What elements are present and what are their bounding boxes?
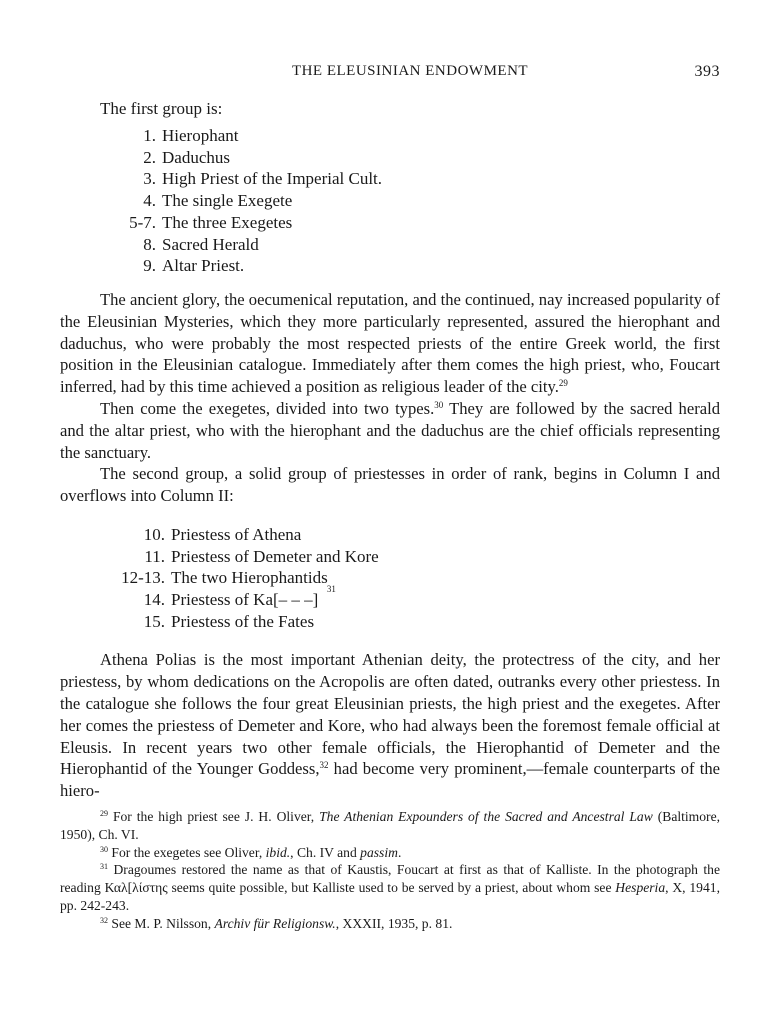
list-item bbox=[60, 546, 720, 568]
footnote-31 bbox=[60, 861, 720, 914]
footnote-ref[interactable]: 31 bbox=[326, 584, 336, 594]
footnote-title: Archiv für Religionsw. bbox=[214, 915, 336, 931]
group-intro: The first group is: bbox=[100, 99, 223, 118]
footnote-number: 31 bbox=[100, 862, 108, 872]
list-item bbox=[60, 567, 720, 589]
item-number: 8. bbox=[143, 234, 156, 254]
paragraph-text: had become very prominent,—female counterparts of the hiero- bbox=[60, 759, 720, 801]
footnote-text: For the exegetes see Oliver, bbox=[111, 844, 266, 860]
page-number: 393 bbox=[694, 63, 720, 80]
item-number: 4. bbox=[143, 191, 156, 211]
paragraph-eleusinian-glory bbox=[60, 289, 720, 398]
list-item bbox=[60, 255, 720, 277]
footnote-number: 29 bbox=[100, 808, 108, 818]
footnote-text: . bbox=[397, 844, 402, 860]
paragraph-second-group bbox=[60, 463, 720, 507]
footnote-30 bbox=[60, 844, 720, 862]
list-item bbox=[60, 584, 720, 611]
paragraph-text: Athena Polias is the most important Athenian deity, the protectress of the city, and her priestess, by whom dedications on the Acropolis are often dated, outranks every other priestess. In the catalogue she follows the four great Eleusinian priests, the high priest and the exegetes. After her comes the priestess of Demeter and Kore, who had always been the foremost female official at Eleusis. In recent years two other female officials, the Hierophantid of Demeter and the Hierophantid of the Younger Goddess, bbox=[60, 650, 720, 779]
list-item bbox=[60, 212, 720, 234]
list-item bbox=[60, 168, 720, 190]
item-number: 3. bbox=[143, 169, 156, 189]
footnote-text: (Baltimore, 1950), Ch. VI. bbox=[60, 808, 721, 842]
paragraph-text: The second group, a solid group of priestesses in order of rank, begins in Column I and overflows into Column II: bbox=[60, 464, 720, 506]
main-text bbox=[60, 98, 720, 933]
paragraph-text: The ancient glory, the oecumenical reputation, and the continued, nay increased popularity of the Eleusinian Mysteries, which they more particularly represented, assured the hierophant and daduchus, who were probably the most respected priests of the entire Greek world, the first position in the Eleusinian catalogue. Immediately after them comes the high priest, who, Foucart inferred, had by this time achieved a position as religious leader of the city. bbox=[60, 289, 720, 397]
item-text: Priestess of Demeter and Kore bbox=[171, 546, 379, 566]
greek-reading: Καλ[λίστης bbox=[104, 880, 168, 896]
item-text: Hierophant bbox=[162, 126, 239, 145]
item-text: Daduchus bbox=[162, 147, 230, 167]
footnote-text: , Ch. IV and bbox=[290, 844, 361, 860]
paragraph-text: Then come the exegetes, divided into two types. bbox=[100, 398, 435, 418]
item-number: 10. bbox=[143, 524, 165, 544]
footnote-text: seems quite possible, but Kalliste used to be served by a priest, about whom see bbox=[167, 880, 616, 896]
footnote-title: The Athenian Expounders of the Sacred and Ancestral Law bbox=[319, 808, 653, 824]
item-text: Sacred Herald bbox=[162, 234, 259, 254]
footnote-text: See M. P. Nilsson, bbox=[111, 915, 215, 931]
paragraph-exegetes bbox=[60, 398, 720, 463]
footnote-32 bbox=[60, 915, 720, 933]
item-number: 2. bbox=[143, 147, 156, 167]
paragraph-athena-polias bbox=[60, 649, 720, 802]
item-number: 11. bbox=[144, 546, 165, 566]
item-number: 9. bbox=[143, 256, 156, 276]
item-text: The two Hierophantids bbox=[171, 568, 328, 588]
footnotes bbox=[60, 808, 720, 933]
running-title: THE ELEUSINIAN ENDOWMENT bbox=[291, 63, 529, 79]
footnote-29 bbox=[60, 808, 720, 844]
item-number: 5-7. bbox=[129, 212, 156, 232]
footnote-italic: passim bbox=[360, 844, 398, 860]
item-text: Altar Priest. bbox=[162, 256, 245, 276]
item-number: 14. bbox=[143, 590, 165, 609]
footnote-ref[interactable]: 29 bbox=[558, 378, 568, 389]
item-text: Priestess of Athena bbox=[171, 524, 302, 544]
running-header bbox=[100, 63, 720, 85]
footnote-ref[interactable]: 32 bbox=[319, 760, 329, 771]
list-item bbox=[60, 125, 720, 147]
item-text: The three Exegetes bbox=[162, 212, 293, 232]
list-item bbox=[60, 190, 720, 212]
first-group-list bbox=[60, 125, 720, 277]
footnote-number: 32 bbox=[100, 915, 108, 925]
footnote-italic: ibid. bbox=[265, 844, 291, 860]
footnote-number: 30 bbox=[100, 844, 108, 854]
list-item bbox=[60, 611, 720, 633]
paragraph-text: They are followed by the sacred herald and the altar priest, who with the hierophant and the daduchus are the chief officials representing the sanctuary. bbox=[60, 398, 721, 462]
footnote-text: , XXXII, 1935, p. 81. bbox=[335, 915, 453, 931]
footnote-text: Dragoumes restored the name as that of Kaustis, Foucart at first as that of Kalliste. In the photograph the reading bbox=[60, 862, 720, 896]
footnote-text: , X, 1941, pp. 242-243. bbox=[60, 880, 720, 913]
item-number: 1. bbox=[143, 126, 156, 145]
item-text: High Priest of the Imperial Cult. bbox=[162, 169, 383, 189]
item-number: 15. bbox=[143, 611, 165, 631]
item-number: 12-13. bbox=[121, 568, 165, 588]
footnote-text: For the high priest see J. H. Oliver, bbox=[112, 808, 320, 824]
item-text: Priestess of the Fates bbox=[171, 611, 315, 631]
list-item bbox=[60, 147, 720, 169]
list-item bbox=[60, 234, 720, 256]
footnote-title: Hesperia bbox=[615, 880, 666, 896]
footnote-ref[interactable]: 30 bbox=[434, 399, 444, 410]
list-item bbox=[60, 524, 720, 546]
item-text: Priestess of Ka[– – –] bbox=[171, 590, 319, 609]
item-text: The single Exegete bbox=[162, 191, 293, 211]
second-group-list bbox=[60, 524, 720, 633]
